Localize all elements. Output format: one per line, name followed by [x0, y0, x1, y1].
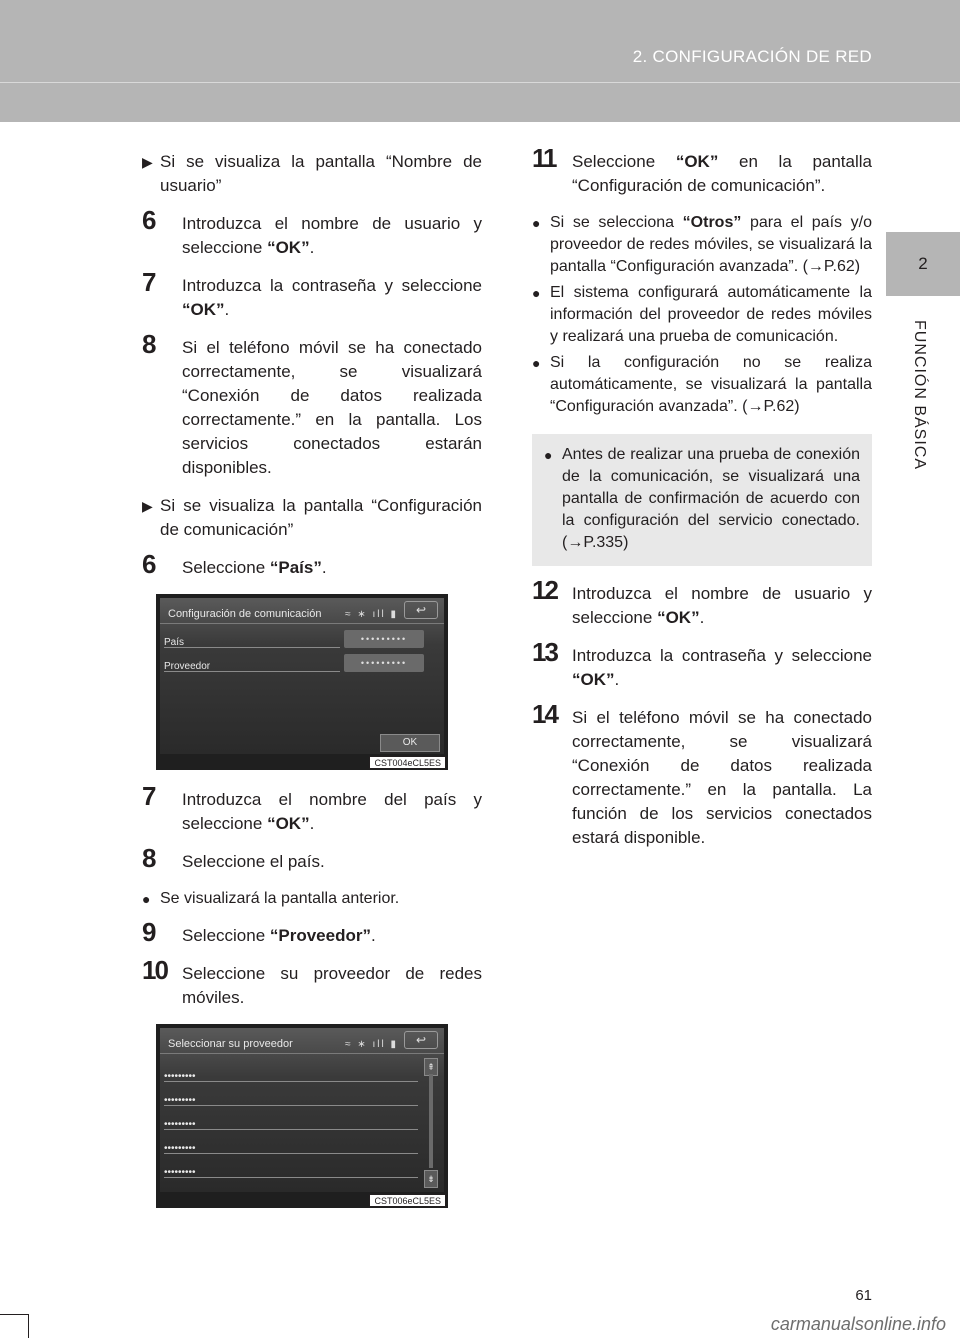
note-previous-screen: ● Se visualizará la pantalla anterior. [142, 888, 482, 910]
step-6-username: 6 Introduzca el nombre de usuario y seleccione “OK”. [142, 205, 482, 257]
step-number: 14 [532, 699, 557, 729]
chapter-title: FUNCIÓN BÁSICA [911, 320, 928, 471]
row-country[interactable]: País [164, 628, 340, 648]
back-icon[interactable]: ↩ [404, 1031, 438, 1049]
step-13-password: 13 Introduzca la contraseña y seleccione “OK”. [532, 637, 872, 689]
country-value[interactable]: ••••••••• [344, 630, 424, 648]
step-8-select-country: 8 Seleccione el país. [142, 843, 325, 873]
right-column [532, 143, 872, 864]
watermark: carmanualsonline.info [770, 1314, 946, 1334]
note-others: ● Si se selecciona “Otros” para el país y/o proveedor de redes móviles, se visualizará la pantalla “Configuración avanzada”. (→P.62) [532, 214, 872, 275]
info-box [532, 434, 872, 566]
provider-item[interactable]: ••••••••• [164, 1086, 418, 1106]
chapter-tab: 2 [886, 232, 960, 296]
step-14-connected: 14 Si el teléfono móvil se ha conectado correctamente, se visualizará “Conexión de datos realizada correctamente.” en la pantalla. La función de los servicios conectados estará disponible. [532, 699, 872, 847]
provider-item[interactable]: ••••••••• [164, 1134, 418, 1154]
screenshot-communication-config [156, 594, 448, 770]
row-provider[interactable]: Proveedor [164, 652, 340, 672]
step-number: 10 [142, 955, 167, 985]
step-number: 8 [142, 843, 155, 873]
back-icon[interactable]: ↩ [404, 601, 438, 619]
bullet-icon: ● [532, 215, 541, 231]
step-number: 6 [142, 205, 155, 235]
note-advanced-config: ● Si la configuración no se realiza automáticamente, se visualizará la pantalla “Configuración avanzada”. (→P.62) [532, 354, 872, 415]
provider-item[interactable]: ••••••••• [164, 1110, 418, 1130]
provider-value[interactable]: ••••••••• [344, 654, 424, 672]
left-column [142, 150, 482, 1226]
figure-code: CST006eCL5ES [369, 1194, 446, 1207]
screen-title: Seleccionar su proveedor [160, 1028, 444, 1054]
step-number: 6 [142, 549, 155, 579]
header-divider [0, 82, 960, 83]
arrow-icon: ▶ [142, 498, 153, 514]
bullet-icon: ● [532, 355, 541, 371]
section-title: 2. CONFIGURACIÓN DE RED [632, 47, 872, 66]
bullet-icon: ● [142, 891, 151, 907]
step-7-country-name: 7 Introduzca el nombre del país y seleccione “OK”. [142, 781, 482, 833]
note-auto-config: ● El sistema configurará automáticamente la información del proveedor de redes móviles y realizará una prueba de comunicación. [532, 284, 872, 345]
step-number: 8 [142, 329, 155, 359]
step-number: 11 [532, 143, 556, 173]
page-number: 61 [855, 1287, 872, 1304]
screen-title: Configuración de comunicación [160, 598, 444, 624]
step-9-provider: 9 Seleccione “Proveedor”. [142, 917, 376, 947]
crop-mark [0, 1314, 28, 1315]
step-8-connected: 8 Si el teléfono móvil se ha conectado correctamente, se visualizará “Conexión de datos realizada correctamente.” en la pantalla. Los servicios conectados estarán disponibles. [142, 329, 482, 477]
note-confirmation: ● Antes de realizar una prueba de conexión de la comunicación, se visualizará una pantalla de confirmación de acuerdo con la configuración del servicio conectado. (→P.335) [544, 446, 860, 551]
provider-item[interactable]: ••••••••• [164, 1062, 418, 1082]
step-number: 13 [532, 637, 557, 667]
step-11-ok: 11 Seleccione “OK” en la pantalla “Configuración de comunicación”. [532, 143, 872, 195]
scrollbar[interactable] [429, 1074, 433, 1168]
step-12-username: 12 Introduzca el nombre de usuario y seleccione “OK”. [532, 575, 872, 627]
step-number: 12 [532, 575, 557, 605]
provider-item[interactable]: ••••••••• [164, 1158, 418, 1178]
step-6-country: 6 Seleccione “País”. [142, 549, 327, 579]
step-number: 7 [142, 267, 155, 297]
condition-communication-config: ▶ Si se visualiza la pantalla “Configuración de comunicación” [142, 496, 482, 539]
scroll-down-icon[interactable]: ⇟ [424, 1170, 438, 1188]
bullet-icon: ● [532, 285, 541, 301]
step-7-password: 7 Introduzca la contraseña y seleccione “OK”. [142, 267, 482, 319]
figure-code: CST004eCL5ES [369, 756, 446, 769]
step-number: 7 [142, 781, 155, 811]
crop-mark [28, 1314, 29, 1338]
screenshot-select-provider [156, 1024, 448, 1208]
scroll-up-icon[interactable]: ⇞ [424, 1058, 438, 1076]
status-icons: ≈ ∗ ıll ▮ [345, 609, 398, 620]
status-icons: ≈ ∗ ıll ▮ [345, 1039, 398, 1050]
condition-username: ▶ Si se visualiza la pantalla “Nombre de usuario” [142, 152, 482, 195]
arrow-icon: ▶ [142, 154, 153, 170]
step-number: 9 [142, 917, 155, 947]
bullet-icon: ● [544, 447, 553, 463]
ok-button[interactable]: OK [380, 734, 440, 752]
step-10-select-provider: 10 Seleccione su proveedor de redes móviles. [142, 955, 482, 1007]
